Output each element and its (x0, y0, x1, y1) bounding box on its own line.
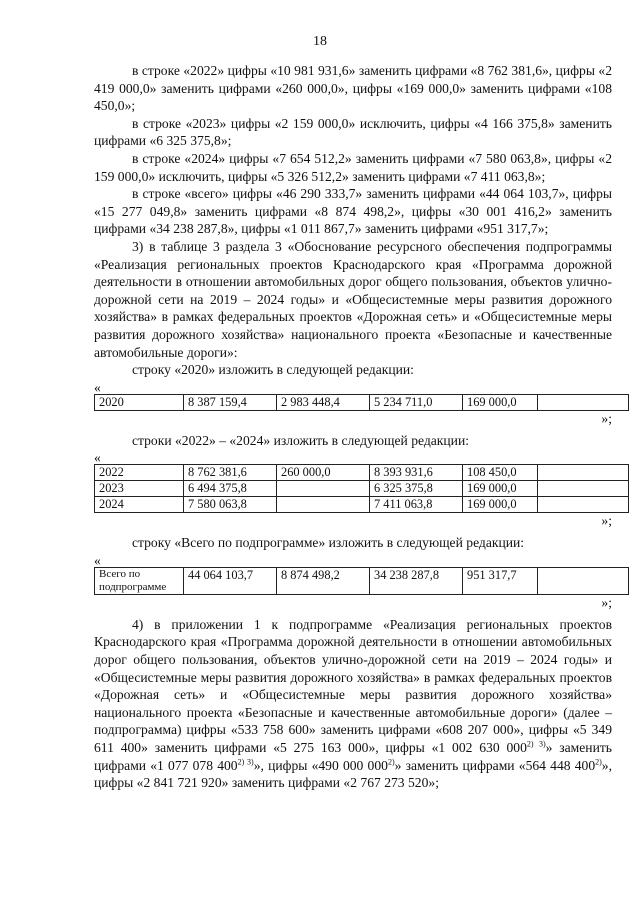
table-cell: 2 983 448,4 (277, 394, 370, 410)
footnote-ref: 2) 3) (237, 757, 254, 767)
footnote-ref: 2) (595, 757, 602, 767)
paragraph-2022-row: в строке «2022» цифры «10 981 931,6» заменить цифрами «8 762 381,6», цифры «2 419 000,0» заменить цифрами «260 000,0», цифры «169 000,0» заменить цифрами «108 450,0»; (94, 63, 612, 114)
table-cell: 2024 (95, 497, 184, 513)
intro-rows-2022-2024: строки «2022» – «2024» изложить в следующей редакции: (132, 432, 469, 448)
paragraph-item-3: 3) в таблице 3 раздела 3 «Обоснование ресурсного обеспечения подпрограммы «Реализация региональных проектов Краснодарского края «Программа дорожной деятельности в отношении автомобильных дорог общего пользования, объектов улично-дорожной сети на 2019 – 2024 годы» и «Общесистемные меры развития дорожного хозяйства» в рамках федеральных проектов «Дорожная сеть» и «Общесистемные меры развития дорожного хозяйства» национального проекта «Безопасные и качественные автомобильные дороги»: (94, 238, 612, 360)
page-number: 18 (313, 34, 327, 49)
table-cell: Всего по подпрограмме (95, 567, 184, 594)
table-cell: 8 874 498,2 (277, 567, 370, 594)
table-row (95, 394, 629, 410)
table-cell: 6 494 375,8 (184, 481, 277, 497)
table-cell: 8 762 381,6 (184, 465, 277, 481)
table-cell: 8 387 159,4 (184, 394, 277, 410)
table-cell: 2022 (95, 465, 184, 481)
table-cell: 260 000,0 (277, 465, 370, 481)
table-cell: 44 064 103,7 (184, 567, 277, 594)
table-cell: 169 000,0 (463, 394, 538, 410)
table-cell (538, 394, 629, 410)
paragraph-text: 4) в приложении 1 к подпрограмме «Реализация региональных проектов Краснодарского края «Программа дорожной деятельности в отношении автомобильных дорог общего пользования, объектов улично-дорожной сети на 2019 – 2024 годы» и «Общесистемные меры развития дорожного хозяйства» в рамках федеральных проектов «Дорожная сеть» и «Общесистемные меры развития дорожного хозяйства» национального проекта «Безопасные и качественные автомобильные дороги» (далее – подпрограмма) цифры «533 758 600» заменить цифрами «608 207 000», цифры «5 349 611 400» заменить цифрами «5 275 163 000», цифры «1 002 630 000 (94, 616, 612, 756)
table-cell: 7 411 063,8 (370, 497, 463, 513)
table-cell (538, 567, 629, 594)
closing-quote: »; (601, 594, 612, 610)
closing-quote: »; (601, 410, 612, 426)
table-cell (277, 497, 370, 513)
table-row (95, 465, 629, 481)
footnote-ref: 2) (387, 757, 395, 767)
table-cell (538, 465, 629, 481)
paragraph-text: » заменить цифрами «1 077 078 400 (94, 740, 612, 773)
opening-quote: « (94, 450, 101, 466)
table-row-total (94, 567, 629, 595)
paragraph-item-4 (94, 616, 612, 792)
paragraph-total-row: в строке «всего» цифры «46 290 333,7» заменить цифрами «44 064 103,7», цифры «15 277 049,8» заменить цифрами «8 874 498,2», цифры «30 001 416,2» заменить цифрами «34 238 287,8», цифры «1 011 867,7» заменить цифрами «951 317,7»; (94, 186, 612, 237)
table-cell (277, 481, 370, 497)
table-row-2020 (94, 394, 629, 411)
table-cell: 34 238 287,8 (370, 567, 463, 594)
paragraph-text: » заменить цифрами «564 448 400 (394, 757, 596, 773)
table-cell (538, 497, 629, 513)
table-cell: 108 450,0 (463, 465, 538, 481)
table-row (95, 567, 629, 594)
table-row (95, 481, 629, 497)
closing-quote: »; (601, 513, 612, 529)
intro-row-2020: строку «2020» изложить в следующей редакции: (132, 362, 414, 378)
table-cell: 8 393 931,6 (370, 465, 463, 481)
opening-quote: « (94, 552, 101, 568)
table-cell: 951 317,7 (463, 567, 538, 594)
table-cell: 2020 (95, 394, 184, 410)
table-cell: 7 580 063,8 (184, 497, 277, 513)
table-cell: 5 234 711,0 (370, 394, 463, 410)
table-cell: 6 325 375,8 (370, 481, 463, 497)
paragraph-2023-row: в строке «2023» цифры «2 159 000,0» исключить, цифры «4 166 375,8» заменить цифрами «6 325 375,8»; (94, 115, 612, 149)
table-row (95, 497, 629, 513)
footnote-ref: 2) 3) (526, 739, 546, 749)
document-body (94, 62, 612, 792)
table-rows-2022-2024 (94, 464, 629, 513)
table-cell (538, 481, 629, 497)
table-cell: 169 000,0 (463, 497, 538, 513)
table-cell: 2023 (95, 481, 184, 497)
intro-row-total: строку «Всего по подпрограмме» изложить в следующей редакции: (132, 535, 525, 551)
paragraph-2024-row: в строке «2024» цифры «7 654 512,2» заменить цифрами «7 580 063,8», цифры «2 159 000,0» исключить, цифры «5 326 512,2» заменить цифрами «7 411 063,8»; (94, 150, 612, 184)
paragraph-text: », цифры «490 000 000 (253, 757, 388, 773)
opening-quote: « (94, 379, 101, 395)
paragraph-text: », цифры «2 841 721 920» заменить цифрами «2 767 273 520»; (94, 757, 612, 791)
table-cell: 169 000,0 (463, 481, 538, 497)
